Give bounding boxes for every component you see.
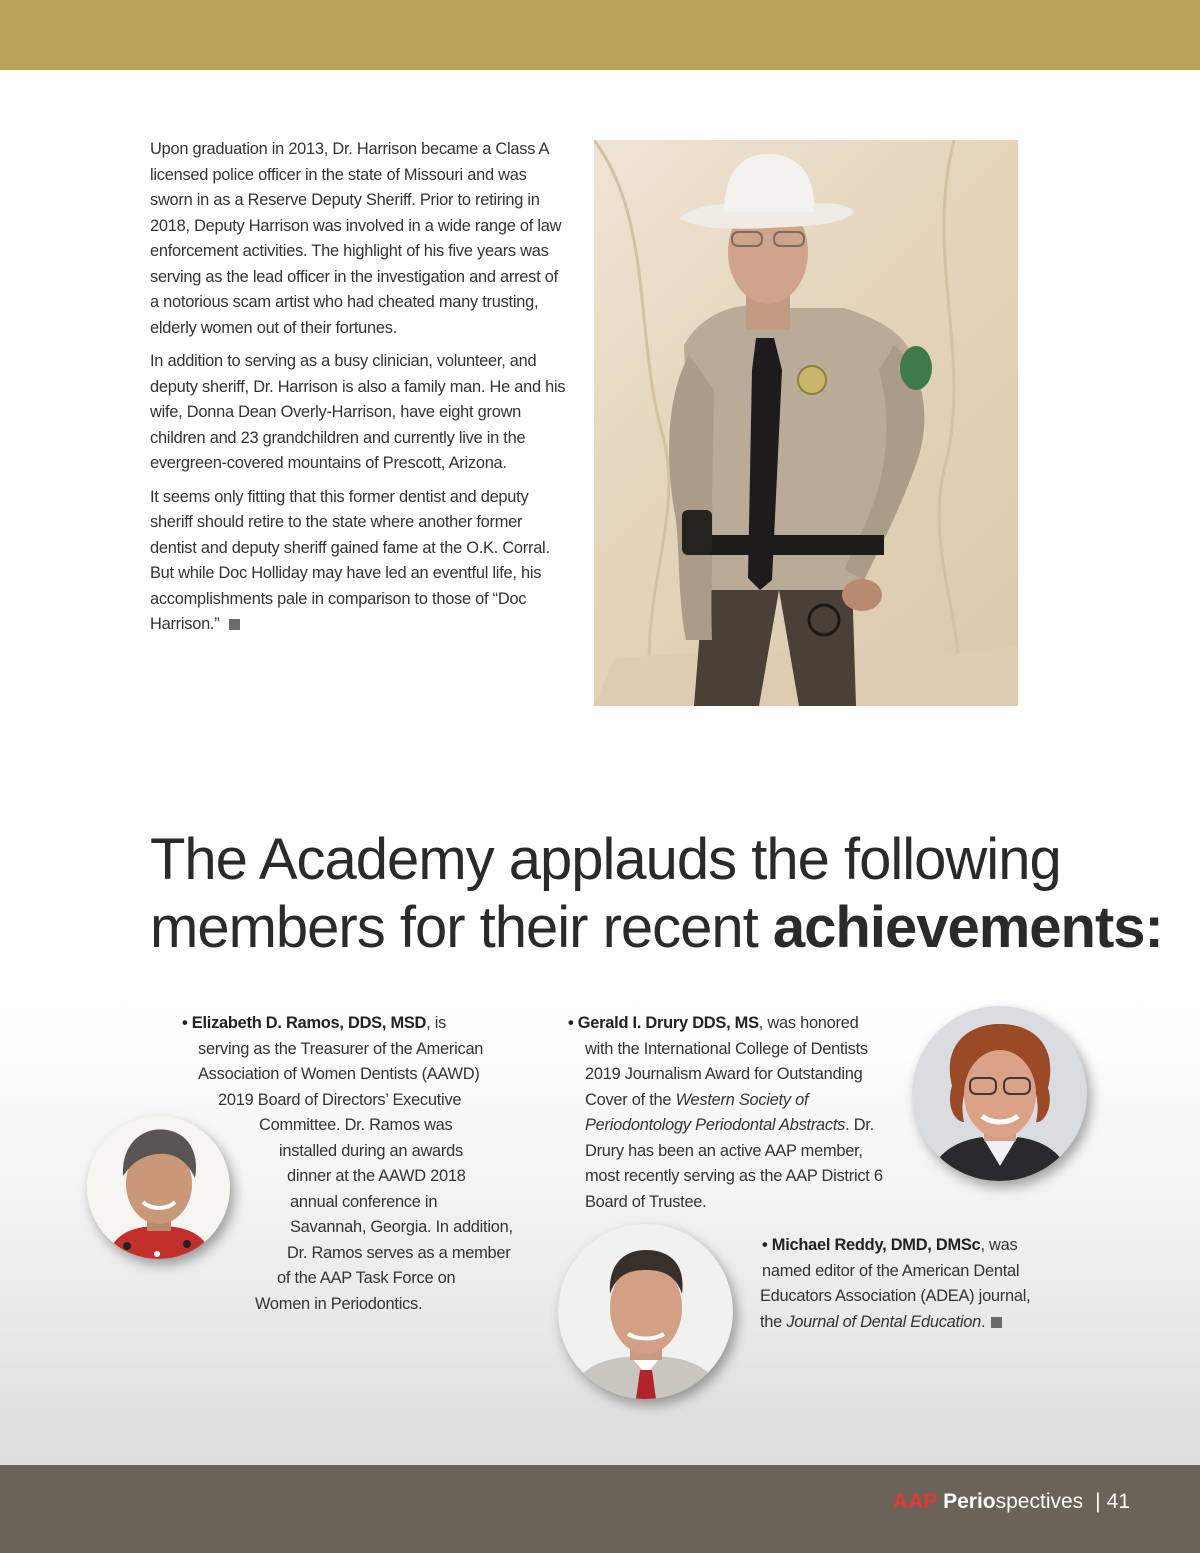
ramos-line-9: Savannah, Georgia. In addition, bbox=[290, 1218, 513, 1236]
achievement-drury bbox=[568, 1011, 928, 1215]
deputy-harrison-photo bbox=[594, 140, 1018, 706]
achievement-reddy bbox=[760, 1233, 1080, 1335]
drury-line-1 bbox=[568, 1011, 928, 1037]
reddy-line-1 bbox=[760, 1233, 1080, 1259]
ramos-line-1 bbox=[182, 1011, 562, 1037]
achievements-headline bbox=[150, 826, 1163, 962]
ramos-name: Elizabeth D. Ramos, DDS, MSD bbox=[191, 1014, 427, 1032]
reddy-name: Michael Reddy, DMD, DMSc bbox=[771, 1236, 981, 1254]
drury-line-4-pre: Cover of the bbox=[585, 1090, 676, 1109]
end-of-article-mark bbox=[229, 619, 240, 630]
ramos-bullet: • bbox=[182, 1014, 192, 1032]
article-paragraph-3 bbox=[150, 485, 568, 638]
article-paragraph-3-text: It seems only fitting that this former dentist and deputy sheriff should retire to the state where another former dentist and deputy sheriff gained fame at the O.K. Corral. But while Doc Holliday may have led an eventful life, his accomplishments pale in comparison to those of “Doc Harrison.” bbox=[150, 487, 550, 633]
drury-journal-title-2: Periodontology Periodontal Abstracts bbox=[585, 1116, 846, 1134]
brand-aap: AAP bbox=[892, 1490, 938, 1513]
achievement-ramos bbox=[182, 1011, 562, 1317]
article-body bbox=[150, 137, 568, 646]
drury-name: Gerald I. Drury DDS, MS bbox=[577, 1014, 759, 1032]
headline-emphasis: achievements: bbox=[772, 895, 1163, 960]
drury-portrait bbox=[912, 1006, 1087, 1181]
reddy-line-3: Educators Association (ADEA) journal, bbox=[760, 1287, 1031, 1305]
ramos-text-1: , is bbox=[426, 1014, 447, 1032]
drury-journal-title-1: Western Society of bbox=[675, 1090, 809, 1109]
drury-line-5-post: . Dr. bbox=[845, 1116, 874, 1134]
drury-face-illustration bbox=[912, 1006, 1087, 1181]
deputy-illustration bbox=[594, 140, 1018, 706]
brand-perio: Perio bbox=[943, 1490, 996, 1513]
header-band bbox=[0, 0, 1200, 70]
ramos-line-7: dinner at the AAWD 2018 bbox=[287, 1167, 466, 1185]
reddy-face-illustration bbox=[558, 1224, 733, 1399]
reddy-line-2: named editor of the American Dental bbox=[762, 1261, 1020, 1280]
headline-line-2 bbox=[150, 894, 1163, 962]
article-paragraph-2: In addition to serving as a busy clinician, volunteer, and deputy sheriff, Dr. Harrison is also a family man. He and his wife, Donna Dean Overly-Harrison, have eight grown children and 23 grandchildren and currently live in the evergreen-covered mountains of Prescott, Arizona. bbox=[150, 352, 566, 472]
drury-line-6: Drury has been an active AAP member, bbox=[585, 1141, 863, 1160]
article-paragraph-1: Upon graduation in 2013, Dr. Harrison became a Class A licensed police officer in the state of Missouri and was sworn in as a Reserve Deputy Sheriff. Prior to retiring in 2018, Deputy Harrison was involved in a wide range of law enforcement activities. The highlight of his five years was serving as the lead officer in the investigation and arrest of a notorious scam artist who had cheated many trusting, elderly women out of their fortunes. bbox=[150, 140, 562, 337]
headline-line-1: The Academy applauds the following bbox=[150, 827, 1061, 892]
reddy-portrait bbox=[558, 1224, 733, 1399]
reddy-line-4 bbox=[760, 1310, 1080, 1336]
headline-line-2-regular: members for their recent bbox=[150, 895, 773, 960]
ramos-line-5: Committee. Dr. Ramos was bbox=[259, 1116, 453, 1134]
footer-branding bbox=[893, 1490, 1130, 1514]
drury-line-8: Board of Trustee. bbox=[585, 1192, 707, 1211]
reddy-journal-title: Journal of Dental Education bbox=[786, 1312, 981, 1331]
drury-line-2: with the International College of Dentists bbox=[585, 1039, 868, 1058]
drury-line-4 bbox=[568, 1088, 928, 1114]
reddy-bullet: • bbox=[762, 1236, 772, 1254]
reddy-line-4-pre: the bbox=[760, 1312, 787, 1331]
brand-spectives: spectives bbox=[995, 1490, 1084, 1513]
drury-line-5 bbox=[568, 1113, 928, 1139]
drury-text-1: , was honored bbox=[758, 1014, 859, 1032]
end-of-section-mark bbox=[991, 1317, 1002, 1328]
drury-line-3: 2019 Journalism Award for Outstanding bbox=[585, 1065, 863, 1083]
drury-line-7: most recently serving as the AAP District 6 bbox=[585, 1167, 883, 1185]
page-number: 41 bbox=[1106, 1490, 1130, 1513]
footer-separator: | bbox=[1095, 1490, 1101, 1513]
ramos-line-11: of the AAP Task Force on bbox=[277, 1269, 456, 1287]
ramos-line-3: Association of Women Dentists (AAWD) bbox=[198, 1065, 480, 1083]
reddy-text-1: , was bbox=[980, 1236, 1018, 1254]
drury-bullet: • bbox=[568, 1014, 578, 1032]
ramos-line-2: serving as the Treasurer of the American bbox=[198, 1039, 484, 1058]
ramos-line-6: installed during an awards bbox=[279, 1141, 463, 1160]
ramos-line-10: Dr. Ramos serves as a member bbox=[287, 1243, 511, 1262]
ramos-line-4: 2019 Board of Directors’ Executive bbox=[218, 1090, 462, 1109]
reddy-line-4-post: . bbox=[980, 1312, 986, 1331]
ramos-line-8: annual conference in bbox=[290, 1192, 438, 1211]
ramos-line-12: Women in Periodontics. bbox=[255, 1294, 423, 1313]
